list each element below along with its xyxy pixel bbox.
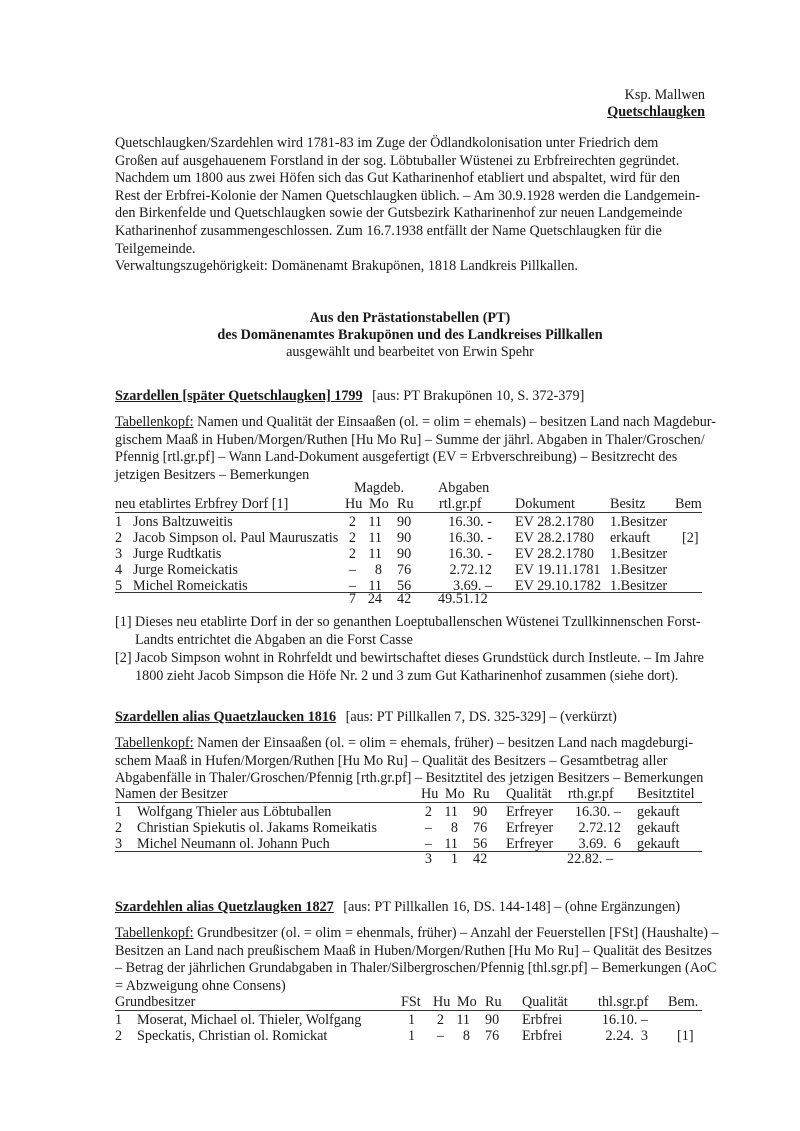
section3-heading-row <box>115 899 680 916</box>
total-abgaben: 22.82. – <box>567 851 614 867</box>
cell-abgaben: 3.69. – <box>452 578 492 594</box>
cell-hu: – <box>424 820 432 836</box>
col-header-mo: Mo <box>445 786 465 802</box>
owner-name: Michel Romeickatis <box>133 578 248 594</box>
section2-source: [aus: PT Pillkallen 7, DS. 325-329] – (verkürzt) <box>345 709 617 725</box>
total-hu: 7 <box>348 591 356 607</box>
owner-name: Jons Baltzuweitis <box>133 514 233 530</box>
header-rule <box>115 1010 702 1011</box>
col-header-mo: Mo <box>369 496 389 512</box>
tabellenkopf-line <box>115 414 716 432</box>
cell-abgaben: 16.30. - <box>448 530 492 546</box>
total-ru: 42 <box>397 591 412 607</box>
section3-tabellenkopf <box>115 925 719 995</box>
cell-dokument: EV 19.11.1781 <box>515 562 601 578</box>
cell-mo: 8 <box>462 1028 470 1044</box>
intro-line: Verwaltungszugehörigkeit: Domänenamt Brakupönen, 1818 Landkreis Pillkallen. <box>115 258 578 275</box>
cell-ru: 90 <box>397 514 412 530</box>
tabellenkopf-line: Abgabenfälle in Thaler/Groschen/Pfennig [rth.gr.pf] – Besitztitel des jetzigen Besitzers – Bemerkungen <box>115 770 704 787</box>
col-header-name: Grundbesitzer <box>115 994 196 1010</box>
header-rule <box>115 802 702 803</box>
note-text: Jacob Simpson wohnt in Rohrfeldt und bewirtschaftet dieses Grundstück durch Instleute. – Im Jahre <box>135 650 704 666</box>
row-number: 1 <box>115 804 123 820</box>
intro-line: Katharinenhof zusammengeschlossen. Zum 16.7.1938 entfällt der Name Quetschlaugken für die <box>115 222 662 239</box>
tabellenkopf-line: gischem Maaß in Huben/Morgen/Ruthen [Hu Mo Ru] – Summe der jährl. Abgaben in Thaler/Groschen/ <box>115 431 705 448</box>
cell-abgaben: 16.30. - <box>448 546 492 562</box>
intro-line: Rest der Erbfrei-Kolonie der Namen Quetschlaugken üblich. – Am 30.9.1928 werden die Landgemein- <box>115 187 701 204</box>
section1-source: [aus: PT Brakupönen 10, S. 372-379] <box>372 388 585 404</box>
cell-besitz: 1.Besitzer <box>610 514 668 530</box>
tabellenkopf-line: Besitzen an Land nach preußischem Maaß in Huben/Morgen/Ruthen [Hu Mo Ru] – Qualität des Besitzes <box>115 942 713 959</box>
note-text: Dieses neu etablirte Dorf in der so genanthen Loeptuballenschen Wüstenei Tzullkinnenschen Forst- <box>135 614 701 630</box>
cell-qualitaet: Erfreyer <box>506 820 554 836</box>
owner-name: Moserat, Michael ol. Thieler, Wolfgang <box>137 1012 362 1028</box>
cell-besitz: 1.Besitzer <box>610 546 668 562</box>
cell-ru: 90 <box>397 530 412 546</box>
col-header-dokument: Dokument <box>515 496 575 512</box>
note-text: 1800 zieht Jacob Simpson die Höfe Nr. 2 und 3 zum Gut Katharinenhof zusammen (siehe dort). <box>135 668 679 684</box>
total-ru: 42 <box>473 851 488 867</box>
intro-line: Nachdem um 1800 aus zwei Höfen sich das Gut Katharinenhof etabliert und abspaltet, wird für den <box>115 170 680 187</box>
doc-title-credit: ausgewählt und bearbeitet von Erwin Spehr <box>286 344 534 360</box>
cell-qualitaet: Erfreyer <box>506 804 554 820</box>
total-abgaben: 49.51.12 <box>438 591 488 607</box>
row-number: 2 <box>115 530 123 546</box>
bottom-rule <box>115 851 702 852</box>
cell-bem: [1] <box>677 1028 694 1044</box>
tabellenkopf-text: Namen der Einsaaßen (ol. = olim = ehemals, früher) – besitzen Land nach magdeburgi- <box>193 735 694 751</box>
col-header-ru: Ru <box>397 496 414 512</box>
row-number: 2 <box>115 820 123 836</box>
tabellenkopf-text: Namen und Qualität der Einsaaßen (ol. = olim = ehemals) – besitzen Land nach Magdebur- <box>193 414 716 430</box>
cell-ru: 90 <box>473 804 488 820</box>
cell-ru: 76 <box>473 820 488 836</box>
col-header-qualitaet: Qualität <box>506 786 552 802</box>
col-header-hu: Hu <box>421 786 439 802</box>
cell-hu: 2 <box>348 514 356 530</box>
tabellenkopf-line: jetzigen Besitzers – Bemerkungen <box>115 466 310 483</box>
row-number: 3 <box>115 836 123 852</box>
row-number: 3 <box>115 546 123 562</box>
tabellenkopf-line: schem Maaß in Hufen/Morgen/Ruthen [Hu Mo Ru] – Qualität des Besitzers – Gesamtbetrag aller <box>115 752 668 769</box>
cell-ru: 90 <box>397 546 412 562</box>
cell-dokument: EV 28.2.1780 <box>515 514 594 530</box>
intro-line: Quetschlaugken/Szardehlen wird 1781-83 im Zuge der Ödlandkolonisation unter Friedrich dem <box>115 135 659 151</box>
intro-paragraph <box>115 135 705 276</box>
row-number: 1 <box>115 1012 123 1028</box>
cell-qualitaet: Erbfrei <box>522 1012 563 1028</box>
row-number: 1 <box>115 514 123 530</box>
cell-hu: 2 <box>424 804 432 820</box>
col-header-titel: Besitztitel <box>637 786 695 802</box>
col-header-abgaben: thl.sgr.pf <box>598 994 649 1010</box>
col-header-bem: Bem. <box>668 994 699 1010</box>
total-mo: 24 <box>367 591 382 607</box>
cell-dokument: EV 28.2.1780 <box>515 530 594 546</box>
cell-mo: 11 <box>368 578 382 594</box>
intro-line: Teilgemeinde. <box>115 240 196 257</box>
owner-name: Speckatis, Christian ol. Romickat <box>137 1028 328 1044</box>
owner-name: Jacob Simpson ol. Paul Mauruszatis <box>133 530 339 546</box>
cell-hu: 2 <box>436 1012 444 1028</box>
cell-mo: 8 <box>374 562 382 578</box>
tabellenkopf-line: = Abzweigung ohne Consens) <box>115 977 286 994</box>
section2-heading-row <box>115 709 617 726</box>
col-header-hu: Hu <box>433 994 451 1010</box>
cell-mo: 11 <box>368 514 382 530</box>
col-header-abgaben: rtl.gr.pf <box>439 496 482 512</box>
col-header-mo: Mo <box>457 994 477 1010</box>
cell-ru: 56 <box>473 836 488 852</box>
tabellenkopf-line: – Betrag der jährlichen Grundabgaben in Thaler/Silbergroschen/Pfennig [thl.sgr.pf] – Bemerkungen (AoC <box>115 960 717 977</box>
tabellenkopf-line: Pfennig [rtl.gr.pf] – Wann Land-Dokument ausgefertigt (EV = Erbverschreibung) – Besitzrecht des <box>115 449 678 466</box>
cell-besitztitel: gekauft <box>637 836 680 852</box>
col-header-name: Namen der Besitzer <box>115 786 228 802</box>
row-number: 5 <box>115 578 123 594</box>
cell-ru: 90 <box>485 1012 500 1028</box>
group-header-abgaben: Abgaben <box>438 480 490 496</box>
total-mo: 1 <box>450 851 458 867</box>
cell-besitz: erkauft <box>610 530 651 546</box>
cell-hu: – <box>424 836 432 852</box>
owner-name: Jurge Romeickatis <box>133 562 238 578</box>
section2-tabellenkopf <box>115 735 705 788</box>
cell-besitztitel: gekauft <box>637 820 680 836</box>
cell-mo: 11 <box>444 836 458 852</box>
cell-abgaben: 2.24. 3 <box>605 1028 648 1044</box>
col-header-qualitaet: Qualität <box>522 994 568 1010</box>
cell-qualitaet: Erbfrei <box>522 1028 563 1044</box>
cell-mo: 11 <box>368 530 382 546</box>
cell-mo: 11 <box>368 546 382 562</box>
cell-qualitaet: Erfreyer <box>506 836 554 852</box>
section3-source: [aus: PT Pillkallen 16, DS. 144-148] – (ohne Ergänzungen) <box>343 899 681 915</box>
col-header-fst: FSt <box>401 994 421 1010</box>
owner-name: Michel Neumann ol. Johann Puch <box>137 836 330 852</box>
note-text: Landts entrichtet die Abgaben an die Forst Casse <box>135 632 413 648</box>
parish-label: Ksp. Mallwen <box>624 87 705 103</box>
col-header-bem: Bem <box>675 496 702 512</box>
row-number: 2 <box>115 1028 123 1044</box>
note-mark: [1] <box>115 614 132 630</box>
cell-hu: 2 <box>348 530 356 546</box>
col-header-besitz: Besitz <box>610 496 646 512</box>
cell-abgaben: 2.72.12 <box>578 820 621 836</box>
cell-dokument: EV 29.10.1782 <box>515 578 602 594</box>
cell-fst: 1 <box>408 1012 416 1028</box>
section3-heading: Szardehlen alias Quetzlaugken 1827 <box>115 899 334 915</box>
cell-hu: – <box>348 562 356 578</box>
cell-abgaben: 16.10. – <box>601 1012 648 1028</box>
intro-line: Großen auf ausgehauenem Forstland in der sog. Löbtuballer Wüstenei zu Erbfreirechten gegründet. <box>115 152 680 169</box>
col-header-name: neu etablirtes Erbfrey Dorf [1] <box>115 496 289 512</box>
owner-name: Jurge Rudtkatis <box>133 546 222 562</box>
cell-dokument: EV 28.2.1780 <box>515 546 594 562</box>
row-number: 4 <box>115 562 123 578</box>
cell-ru: 76 <box>397 562 412 578</box>
section1-heading-row <box>115 388 584 405</box>
cell-hu: – <box>348 578 356 594</box>
col-header-hu: Hu <box>345 496 363 512</box>
cell-besitz: 1.Besitzer <box>610 562 668 578</box>
section2-heading: Szardellen alias Quaetzlaucken 1816 <box>115 709 337 725</box>
cell-ru: 76 <box>485 1028 500 1044</box>
cell-hu: – <box>436 1028 444 1044</box>
col-header-ru: Ru <box>473 786 490 802</box>
place-title: Quetschlaugken <box>607 104 705 120</box>
cell-abgaben: 3.69. 6 <box>578 836 621 852</box>
header-rule <box>115 512 702 513</box>
cell-mo: 11 <box>444 804 458 820</box>
cell-mo: 8 <box>450 820 458 836</box>
cell-abgaben: 16.30. – <box>574 804 621 820</box>
doc-title-line1: Aus den Prästationstabellen (PT) <box>309 310 511 326</box>
section1-tabellenkopf <box>115 414 716 484</box>
cell-ru: 56 <box>397 578 412 594</box>
cell-bem: [2] <box>682 530 699 546</box>
tabellenkopf-text: Grundbesitzer (ol. = olim = ehenmals, früher) – Anzahl der Feuerstellen [FSt] (Haushalte) – <box>193 925 719 941</box>
cell-besitz: 1.Besitzer <box>610 578 668 594</box>
cell-abgaben: 16.30. - <box>448 514 492 530</box>
tabellenkopf-label: Tabellenkopf: <box>115 925 194 941</box>
cell-hu: 2 <box>348 546 356 562</box>
col-header-abgaben: rth.gr.pf <box>568 786 614 802</box>
cell-abgaben: 2.72.12 <box>449 562 492 578</box>
doc-title-line2: des Domänenamtes Brakupönen und des Landkreises Pillkallen <box>217 327 603 343</box>
section1-heading: Szardellen [später Quetschlaugken] 1799 <box>115 388 363 404</box>
tabellenkopf-label: Tabellenkopf: <box>115 414 194 430</box>
group-header-magdeb: Magdeb. <box>354 480 405 496</box>
tabellenkopf-label: Tabellenkopf: <box>115 735 194 751</box>
col-header-ru: Ru <box>485 994 502 1010</box>
tabellenkopf-line <box>115 735 705 753</box>
owner-name: Christian Spiekutis ol. Jakams Romeikatis <box>137 820 377 836</box>
cell-fst: 1 <box>408 1028 416 1044</box>
intro-line: den Birkenfelde und Quetschlaugken sowie der Gutsbezirk Katharinenhof zur neuen Landgemeinde <box>115 205 683 222</box>
note-mark: [2] <box>115 650 132 666</box>
owner-name: Wolfgang Thieler aus Löbtuballen <box>137 804 332 820</box>
cell-mo: 11 <box>456 1012 470 1028</box>
total-hu: 3 <box>424 851 432 867</box>
tabellenkopf-line <box>115 925 719 943</box>
cell-besitztitel: gekauft <box>637 804 680 820</box>
